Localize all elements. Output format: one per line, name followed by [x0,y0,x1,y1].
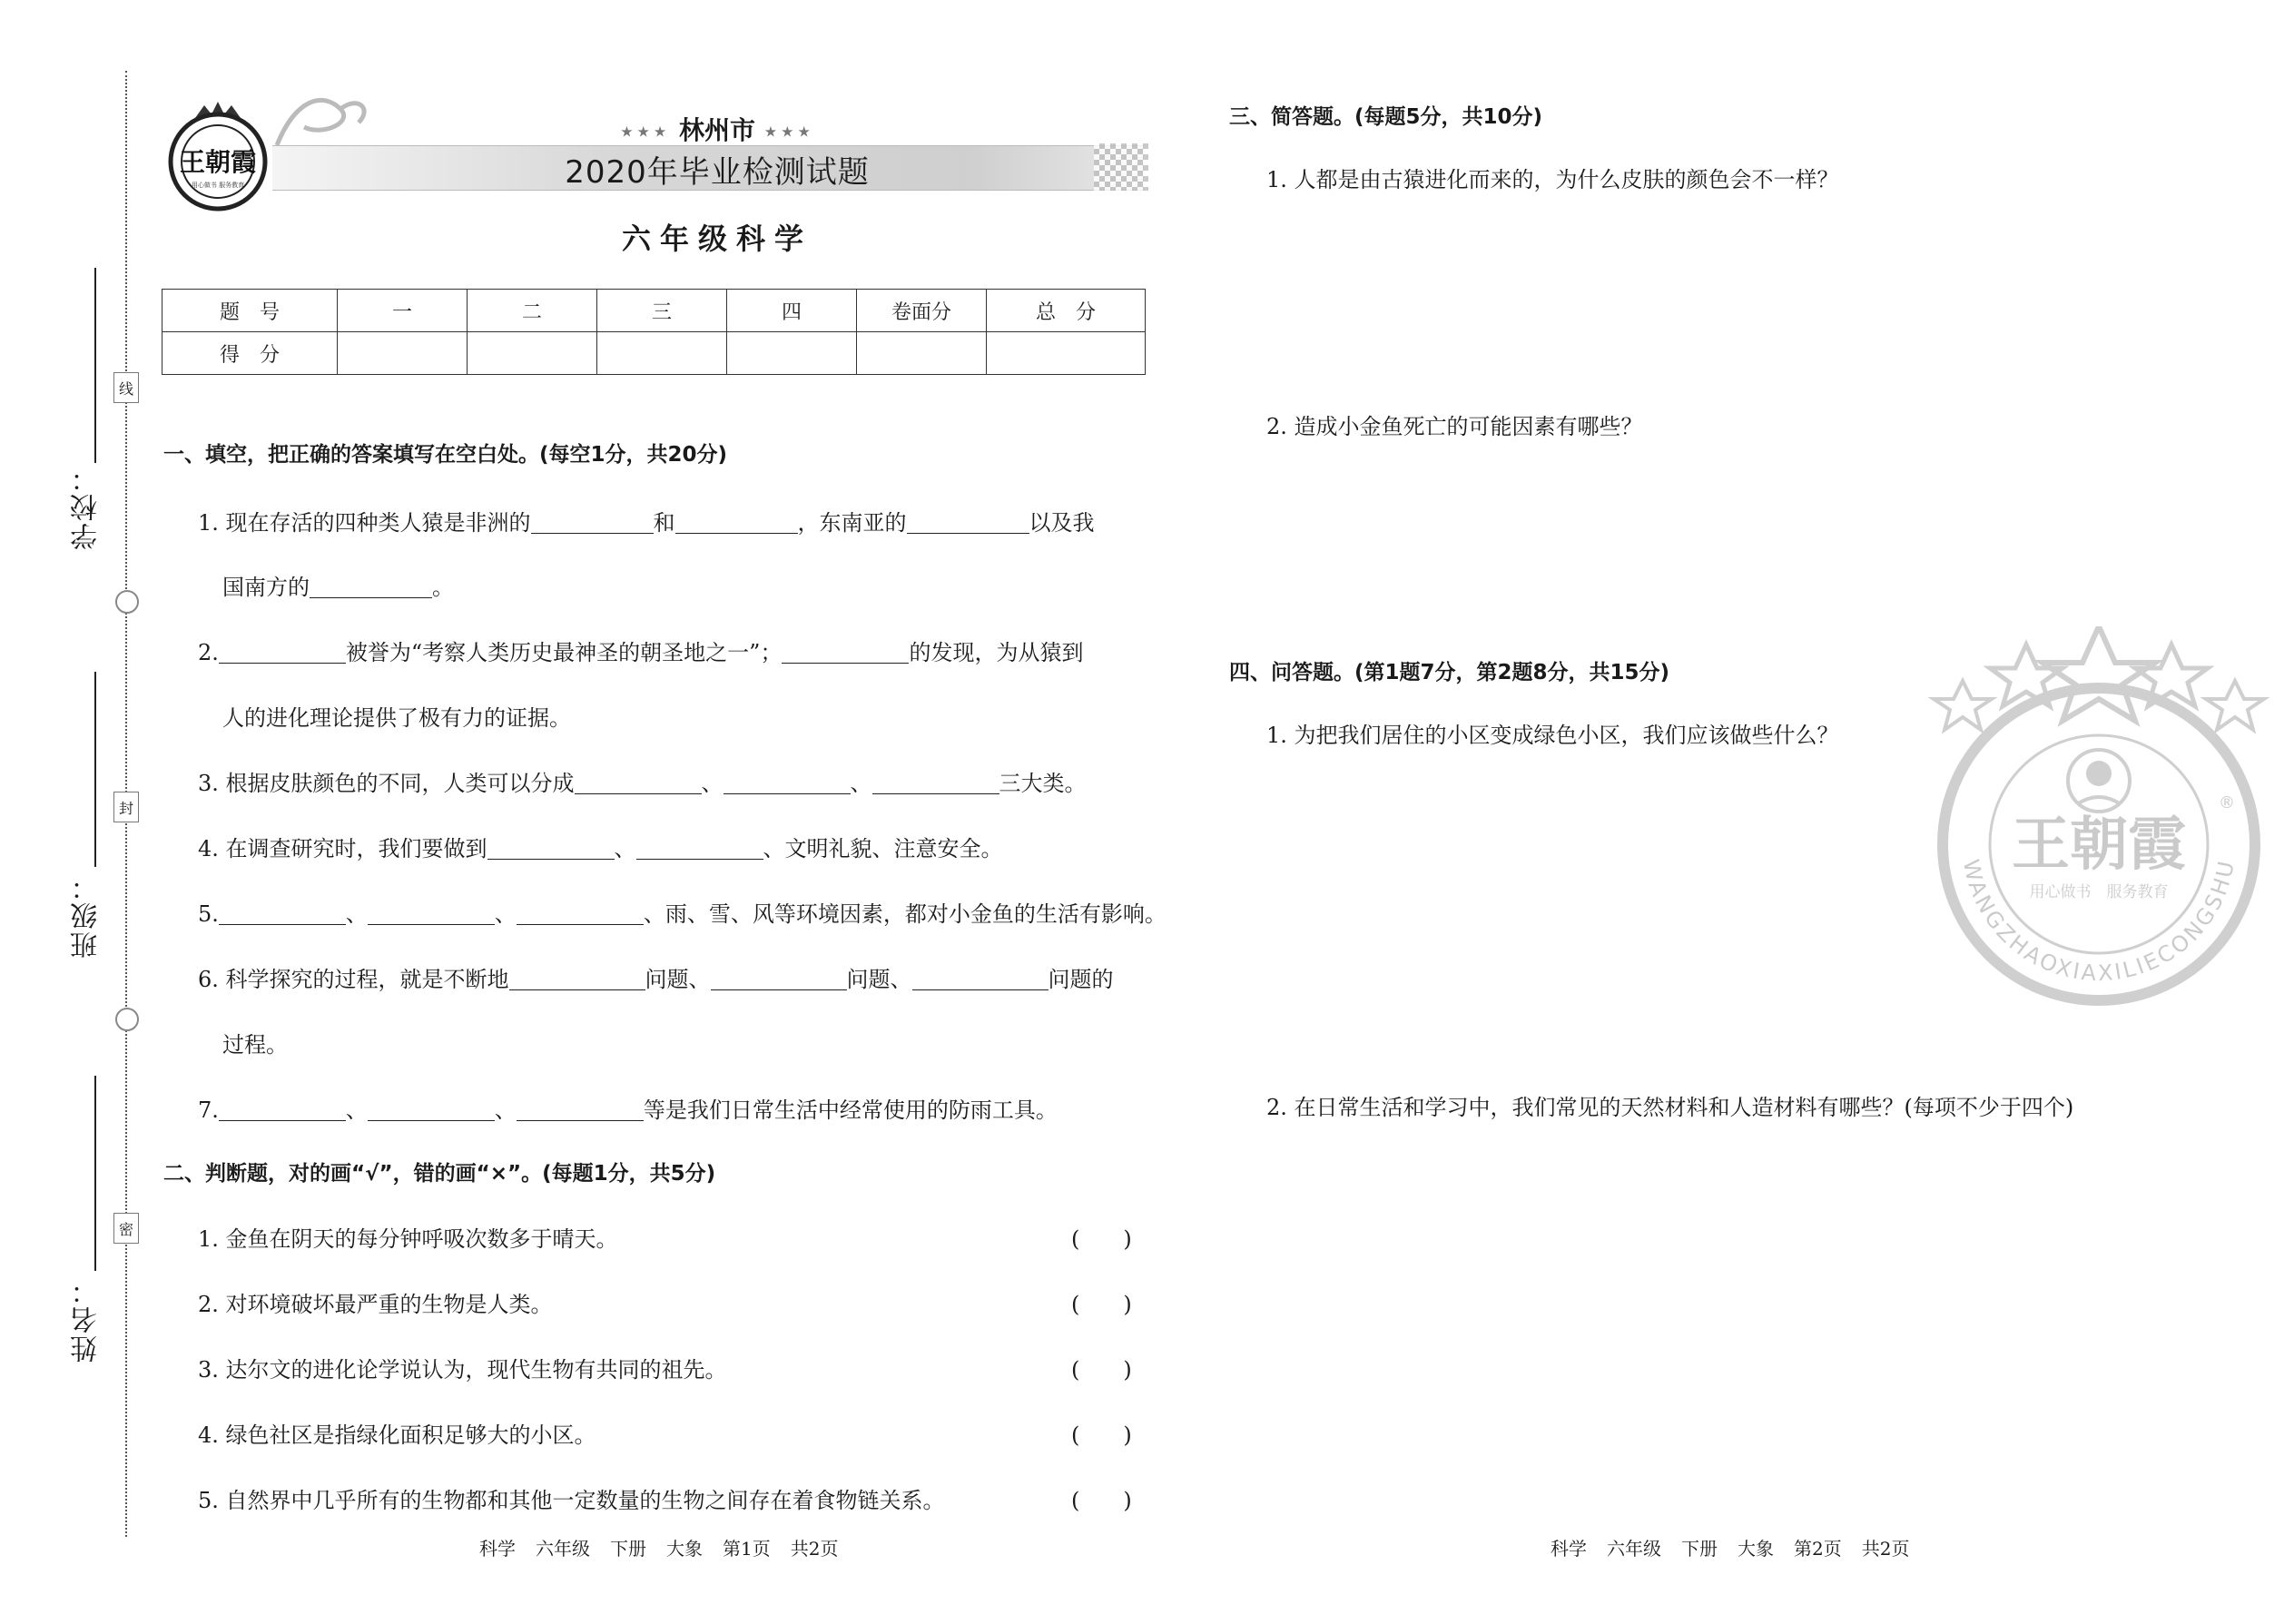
section-2-title: 二、判断题，对的画“√”，错的画“×”。(每题1分，共5分) [163,1162,716,1186]
score-cell[interactable] [857,332,987,375]
answer-bracket[interactable]: ( ) [1071,1226,1132,1252]
footer-page-2 [1551,1534,1929,1560]
question-text: 被誉为“考察人类历史最神圣的朝圣地之一”； [345,640,783,665]
school-label: 学校： [71,463,103,550]
answer-blank[interactable] [636,837,763,860]
question-1-4 [198,831,1003,862]
section-4-title: 四、问答题。(第1题7分，第2题8分，共15分) [1229,661,1670,684]
answer-bracket[interactable]: ( ) [1071,1422,1132,1448]
question-text: 、 [701,771,724,796]
question-text: 5. [198,901,219,927]
star-icon: ★★★ [763,123,814,141]
star-icon: ★★★ [620,123,671,141]
question-text: 、文明礼貌、注意安全。 [763,836,1003,861]
answer-blank[interactable] [509,968,645,990]
question-text: 6. 科学探究的过程，就是不断地 [198,967,509,992]
ribbon-checker-decoration [1094,143,1148,191]
answer-blank[interactable] [782,641,909,664]
question-text: 2. [198,640,219,665]
footer-page-1 [479,1534,858,1560]
short-answer-item-1: 1. 人都是由古猿进化而来的，为什么皮肤的颜色会不一样？ [1266,167,1839,192]
footer-item: 第1页 [723,1538,771,1560]
answer-blank[interactable] [872,772,999,794]
table-row-label: 得 分 [162,332,338,375]
question-text: 、 [850,771,872,796]
svg-text:WANGZHAOXIAXILIECONGSHU: WANGZHAOXIAXILIECONGSHU [1957,856,2240,987]
answer-blank[interactable] [675,511,798,534]
answer-blank[interactable] [531,511,654,534]
question-1-1 [198,505,1095,536]
answer-blank[interactable] [368,902,495,925]
table-header-cell: 二 [468,290,597,332]
table-header-cell: 题 号 [162,290,338,332]
judgment-item-1: 1. 金鱼在阴天的每分钟呼吸次数多于晴天。 [198,1226,618,1252]
question-text: 4. 在调查研究时，我们要做到 [198,836,487,861]
table-header-cell: 四 [727,290,857,332]
answer-blank[interactable] [487,837,615,860]
name-label: 姓名： [71,1275,103,1363]
question-text: ，东南亚的 [797,510,907,536]
judgment-item-4: 4. 绿色社区是指绿化面积足够大的小区。 [198,1422,596,1448]
question-text: 、 [494,1097,517,1123]
question-text: 1. 现在存活的四种类人猿是非洲的 [198,510,531,536]
question-text: 、雨、雪、风等环境因素，都对小金鱼的生活有影响。 [643,901,1167,927]
footer-item: 共2页 [1861,1538,1910,1560]
question-1-2 [198,635,1083,666]
table-header-cell: 一 [338,290,468,332]
question-text: 以及我 [1029,510,1095,536]
question-text: 、 [494,901,517,927]
answer-blank[interactable] [575,772,702,794]
judgment-item-2: 2. 对环境破坏最严重的生物是人类。 [198,1292,553,1317]
score-table [162,289,1146,375]
binding-hole [115,1008,139,1031]
question-text: 的发现，为从猿到 [909,640,1084,665]
footer-item: 下册 [610,1538,646,1560]
answer-bracket[interactable]: ( ) [1071,1292,1132,1317]
score-cell[interactable] [987,332,1146,375]
answer-blank[interactable] [310,576,432,598]
exam-title: 2020年毕业检测试题 [565,154,870,191]
binding-mark-secret: 密 [113,1213,139,1244]
answer-blank[interactable] [724,772,851,794]
svg-text:王朝霞: 王朝霞 [179,147,257,177]
question-text: 问题的 [1048,967,1114,992]
svg-text:®: ® [2219,793,2235,812]
question-1-7 [198,1092,1058,1124]
question-1-2-cont: 人的进化理论提供了极有力的证据。 [222,705,571,731]
question-1-3 [198,765,1087,797]
question-text: 、 [614,836,636,861]
score-cell[interactable] [597,332,727,375]
question-1-6-cont: 过程。 [222,1032,288,1058]
judgment-item-3: 3. 达尔文的进化论学说认为，现代生物有共同的祖先。 [198,1357,727,1383]
school-fill-line [94,268,96,463]
footer-item: 第2页 [1794,1538,1842,1560]
question-text: 7. [198,1097,219,1123]
publisher-logo [159,98,277,216]
score-cell[interactable] [338,332,468,375]
question-1-1-cont [222,569,454,601]
question-text: 等是我们日常生活中经常使用的防雨工具。 [643,1097,1058,1123]
footer-item: 大象 [1738,1538,1774,1560]
class-fill-line [94,672,96,867]
name-fill-line [94,1076,96,1271]
binding-hole [115,590,139,614]
table-header-cell: 三 [597,290,727,332]
score-cell[interactable] [468,332,597,375]
question-text: 问题、 [846,967,912,992]
answer-blank[interactable] [517,902,644,925]
score-cell[interactable] [727,332,857,375]
svg-text:王朝霞: 王朝霞 [2012,811,2186,879]
question-text: 、 [345,1097,368,1123]
footer-item: 科学 [1551,1538,1587,1560]
question-1-5 [198,896,1167,928]
judgment-item-5: 5. 自然界中几乎所有的生物都和其他一定数量的生物之间存在着食物链关系。 [198,1488,945,1513]
binding-mark-seal: 封 [113,792,139,822]
answer-blank[interactable] [219,641,346,664]
binding-mark-line: 线 [113,372,139,403]
footer-item: 六年级 [1607,1538,1661,1560]
city-heading [617,111,817,147]
answer-bracket[interactable]: ( ) [1071,1488,1132,1513]
score-table-header-row [162,290,1146,332]
question-text: 国南方的 [222,575,310,600]
answer-blank[interactable] [219,1098,346,1121]
footer-item: 共2页 [790,1538,839,1560]
class-label: 班级： [71,871,103,959]
question-1-6 [198,961,1114,993]
question-text: 三大类。 [999,771,1087,796]
footer-item: 下册 [1681,1538,1718,1560]
answer-blank[interactable] [368,1098,495,1121]
footer-item: 大象 [666,1538,703,1560]
answer-blank[interactable] [912,968,1049,990]
answer-bracket[interactable]: ( ) [1071,1357,1132,1383]
exam-subject: 六年级科学 [621,221,812,256]
answer-blank[interactable] [517,1098,644,1121]
footer-item: 六年级 [536,1538,590,1560]
table-header-cell: 卷面分 [857,290,987,332]
section-1-title: 一、填空，把正确的答案填写在空白处。(每空1分，共20分) [163,443,728,467]
question-text: 问题、 [645,967,711,992]
watermark-seal [1908,626,2289,1008]
answer-blank[interactable] [907,511,1029,534]
answer-blank[interactable] [219,902,346,925]
svg-text:用心做书 服务教育: 用心做书 服务教育 [191,182,245,189]
section-3-title: 三、简答题。(每题5分，共10分) [1229,105,1543,129]
essay-item-1: 1. 为把我们居住的小区变成绿色小区，我们应该做些什么？ [1266,723,1839,748]
answer-blank[interactable] [711,968,847,990]
footer-item: 科学 [479,1538,516,1560]
essay-item-2: 2. 在日常生活和学习中，我们常见的天然材料和人造材料有哪些？(每项不少于四个) [1266,1095,2074,1120]
question-text: 3. 根据皮肤颜色的不同，人类可以分成 [198,771,575,796]
question-text: 和 [653,510,675,536]
question-text: 、 [345,901,368,927]
city-name: 林州市 [678,115,755,145]
svg-text:用心做书 服务教育: 用心做书 服务教育 [2029,883,2169,901]
score-table-score-row [162,332,1146,375]
question-text: 。 [432,575,454,600]
short-answer-item-2: 2. 造成小金鱼死亡的可能因素有哪些？ [1266,414,1643,439]
table-header-cell: 总 分 [987,290,1146,332]
